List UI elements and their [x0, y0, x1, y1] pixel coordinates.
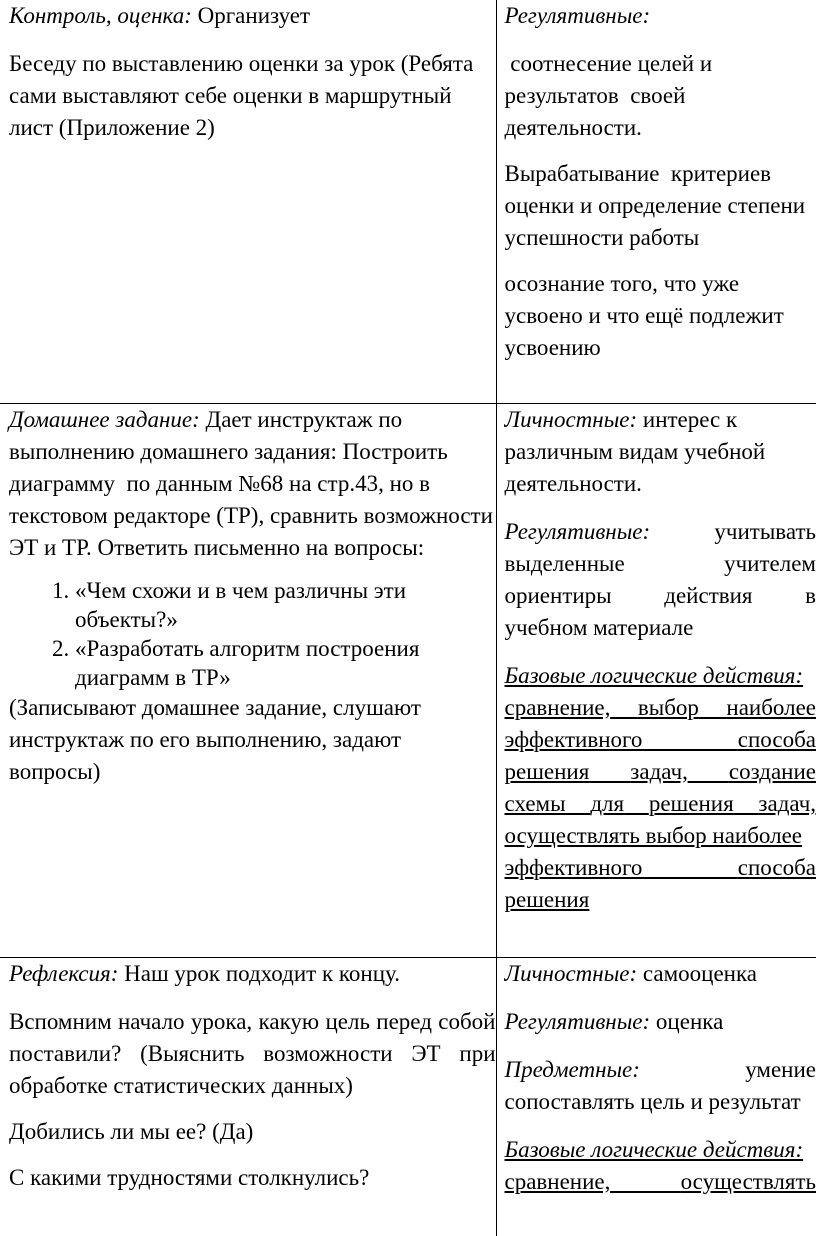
logic-uud-line: сравнение, выбор наиболее [504, 695, 816, 720]
reflection-paragraph: Добились ли мы ее? (Да) [9, 1119, 254, 1144]
logic-uud-line: решения [504, 887, 590, 912]
logic-uud-line: эффективного способа [504, 727, 816, 752]
list-item: 2. «Разработать алгоритм построения диаграмм в ТР» [75, 634, 496, 692]
logic-uud-line: осуществлять выбор наиболее [504, 823, 803, 848]
logic-uud-label: Базовые логические действия: [504, 663, 804, 688]
activity-cell [0, 404, 499, 958]
logic-uud-line: сравнение, осуществлять [504, 1169, 816, 1194]
logic-uud-block [505, 660, 816, 916]
homework-questions-list [9, 576, 496, 692]
table-row [0, 958, 816, 1236]
regulative-uud-line: ориентиры действия в [504, 583, 816, 608]
reflection-paragraph: Вспомним начало урока, какую цель перед собой поставили? (Выяснить возможности ЭТ при обработке статистических данных) [9, 1009, 496, 1098]
regulative-uud-line: выделенные учителем [504, 551, 816, 576]
uud-cell [496, 958, 816, 1236]
uud-cell [496, 0, 816, 404]
uud-paragraph: Вырабатывание критериев оценки и определение степени успешности работы [504, 161, 811, 250]
logic-uud-line: решения задач, создание [504, 759, 816, 784]
regulative-uud-line: Регулятивные: учитывать [504, 519, 816, 544]
control-paragraph: Беседу по выставлению оценки за урок (Ребята сами выставляют себе оценки в маршрутный лист (Приложение 2) [9, 51, 474, 140]
uud-cell [496, 404, 816, 958]
reflection-heading: Рефлексия: Наш урок подходит к концу. [9, 961, 400, 986]
regulative-uud-line: учебном материале [504, 615, 694, 640]
subject-uud-line: сопоставлять цель и результат [504, 1089, 801, 1114]
control-heading: Контроль, оценка: Организует [9, 3, 311, 28]
uud-paragraph: осознание того, что уже усвоено и что ещё подлежит усвоению [504, 271, 784, 360]
regulative-uud: Регулятивные: оценка [504, 1009, 724, 1034]
subject-uud-line: Предметные: умение [504, 1057, 816, 1082]
activity-cell [0, 0, 496, 404]
logic-uud-block [505, 1134, 816, 1198]
homework-note: (Записывают домашнее задание, слушают инструктаж по его выполнению, задают вопросы) [9, 695, 421, 784]
uud-paragraph: соотнесение целей и результатов своей деятельности. [504, 51, 718, 140]
reflection-paragraph: С какими трудностями столкнулись? [9, 1165, 370, 1190]
list-item: 1. «Чем схожи и в чем различны эти объекты?» [75, 576, 496, 634]
personal-uud: Личностные: интерес к различным видам учебной деятельности. [504, 407, 766, 496]
logic-uud-line: эффективного способа [504, 855, 816, 880]
activity-cell [0, 958, 496, 1236]
personal-uud: Личностные: самооценка [504, 961, 758, 986]
table-row [0, 0, 816, 404]
logic-uud-label: Базовые логические действия: [504, 1137, 804, 1162]
logic-uud-line: схемы для решения задач, [504, 791, 816, 816]
table-row [0, 404, 816, 958]
homework-paragraph: Домашнее задание: Дает инструктаж по выполнению домашнего задания: Построить диаграмму по данным №68 на стр.43, но в текстовом редакторе (ТР), сравнить возможности ЭТ и ТР. Ответить письменно на вопросы: [9, 407, 499, 560]
uud-label: Регулятивные: [504, 3, 651, 28]
